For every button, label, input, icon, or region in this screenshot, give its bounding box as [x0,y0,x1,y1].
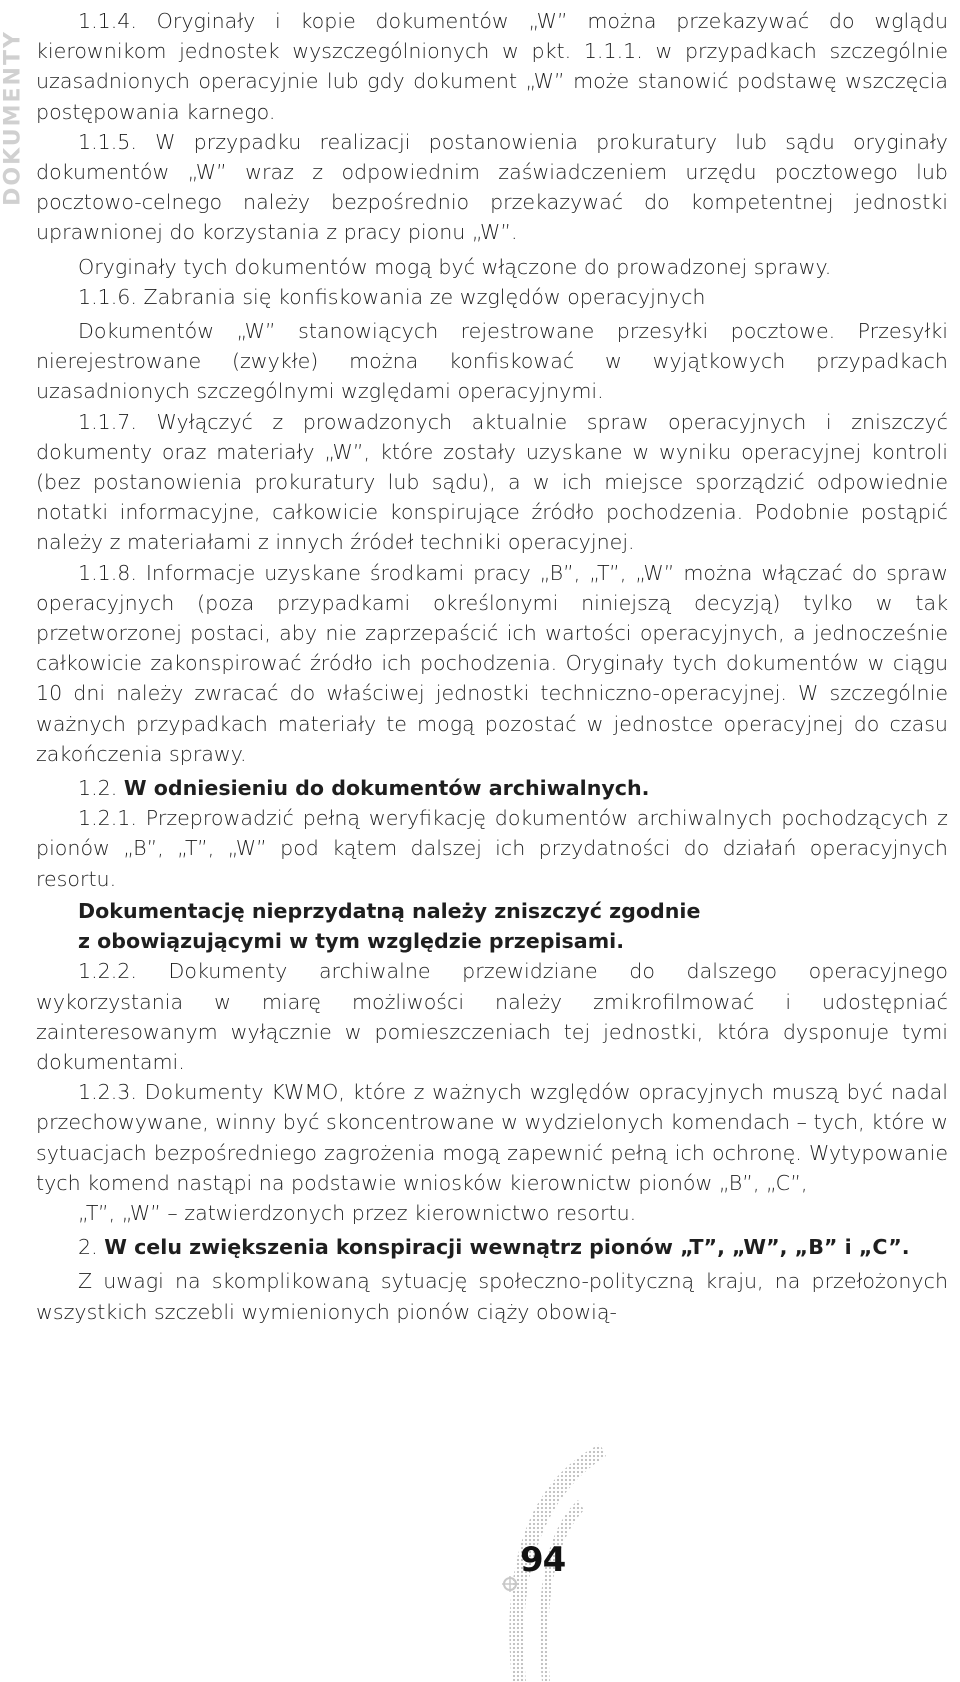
page-number: 94 [520,1540,566,1580]
paragraph-1-1-6-cont: Dokumentów „W” stanowiących rejestrowane przesyłki pocztowe. Przesyłki nierejestrowane (zwykłe) można konfiskować w wyjątkowych przypadkach uzasadnionych szczególnymi względami operacyjnymi. [36,319,948,404]
arc-inner [540,1500,584,1682]
section-heading-1-2 [36,773,948,803]
paragraph-1-1-7: 1.1.7. Wyłączyć z prowadzonych aktualnie spraw operacyjnych i zniszczyć dokumenty oraz materiały „W”, które zostały uzyskane w wyniku operacyjnej kontroli (bez postanowienia prokuratury lub sądu), a w ich miejsce sporządzić odpowiednie notatki informacyjne, całkowicie konspirujące źródło pochodzenia. Podobnie postąpić należy z materiałami z innych źródeł techniki operacyjnej. [36,409,948,555]
bold-instruction-line-2: z obowiązującymi w tym względzie przepisami. [78,929,625,954]
paragraph-1-1-5: 1.1.5. W przypadku realizacji postanowienia prokuratury lub sądu oryginały dokumentów „W” wraz z odpowiednim zaświadczeniem urzędu pocztowego lub pocztowo-celnego należy bezpośrednio przekazywać do kompetentnej jednostki uprawnionej do korzystania z pracy pionu „W”. [36,129,948,245]
bold-instruction [36,896,948,956]
document-body [36,6,948,1327]
paragraph-1-2-2: 1.2.2. Dokumenty archiwalne przewidziane do dalszego operacyjnego wykorzystania w miarę możliwości należy zmikrofilmować i udostępniać zainteresowanym wyłącznie w pomieszczeniach tej jednostki, która dysponuje tymi dokumentami. [36,959,948,1074]
section-side-tab [0,0,26,240]
section-2-number: 2. [78,1235,98,1260]
paragraph-1-1-5-note: Oryginały tych dokumentów mogą być włączone do prowadzonej sprawy. [78,254,832,279]
paragraph-2: Z uwagi na skomplikowaną sytuację społeczno-polityczną kraju, na przełożonych wszystkich szczebli wymienionych pionów ciąży obowią- [36,1269,948,1324]
paragraph-1-1-6: 1.1.6. Zabrania się konfiskowania ze względów operacyjnych [78,284,706,309]
section-1-2-title: W odniesieniu do dokumentów archiwalnych. [123,776,650,801]
paragraph-1-2-3-cont: „T”, „W” – zatwierdzonych przez kierownictwo resortu. [78,1200,637,1225]
section-heading-2 [36,1232,948,1262]
section-2-title: W celu zwiększenia konspiracji wewnątrz pionów „T”, „W”, „B” i „C”. [104,1235,910,1260]
paragraph-1-1-4: 1.1.4. Oryginały i kopie dokumentów „W” można przekazywać do wglądu kierownikom jednostek wyszczególnionych w pkt. 1.1.1. w przypadkach szczególnie uzasadnionych operacyjnie lub gdy dokument „W” może stanowić podstawę wszczęcia postępowania karnego. [36,9,948,124]
section-1-2-number: 1.2. [78,776,118,801]
paragraph-1-2-3: 1.2.3. Dokumenty KWMO, które z ważnych względów opracyjnych muszą być nadal przechowywane, winny być skoncentrowane w wydzielonych komendach – tych, które w sytuacjach bezpośredniego zagrożenia mogą zapewnić pełną ich ochronę. Wytypowanie tych komend nastąpi na podstawie wniosków kierownictw pionów „B”, „C”, [36,1080,948,1195]
bold-instruction-line-1: Dokumentację nieprzydatną należy zniszczyć zgodnie [78,898,701,923]
side-tab-label: DOKUMENTY [0,30,26,206]
paragraph-1-2-1: 1.2.1. Przeprowadzić pełną weryfikację dokumentów archiwalnych pochodzących z pionów „B”, „T”, „W” pod kątem dalszej ich przydatności do działań operacyjnych resortu. [36,806,948,891]
paragraph-1-1-8: 1.1.8. Informacje uzyskane środkami pracy „B”, „T”, „W” można włączać do spraw operacyjnych (poza przypadkami określonymi niniejszą decyzją) tylko w tak przetworzonej postaci, aby nie zaprzepaścić ich wartości operacyjnych, a jednocześnie całkowicie zakonspirować źródło ich pochodzenia. Oryginały tych dokumentów w ciągu 10 dni należy zwracać do właściwej jednostki techniczno-operacyjnej. W szczególnie ważnych przypadkach materiały te mogą pozostać w jednostce operacyjnej do czasu zakończenia sprawy. [36,560,948,766]
